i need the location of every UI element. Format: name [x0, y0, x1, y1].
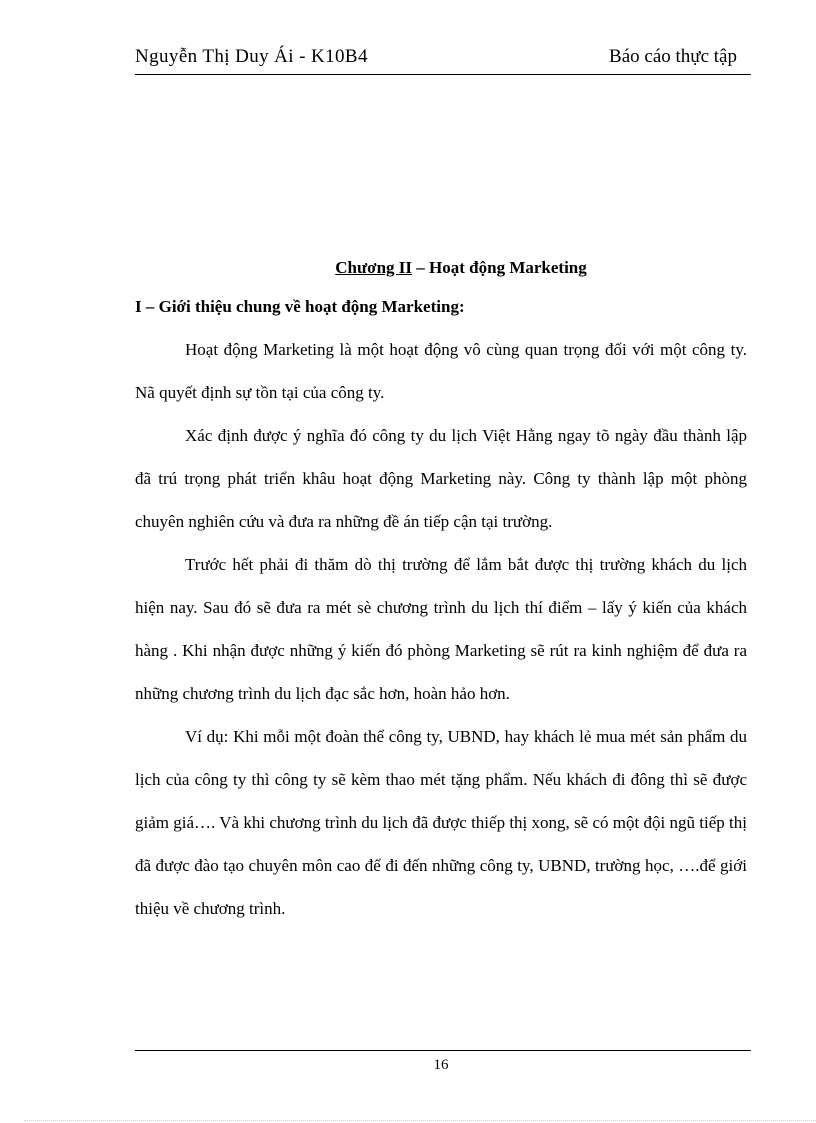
chapter-label: Chương II	[335, 258, 413, 277]
page-number: 16	[433, 1057, 449, 1073]
paragraph-3: Trước hết phải đi thăm dò thị trường để lắm bắt được thị trường khách du lịch hiện nay. Sau đó sẽ đưa ra mét sè chương trình du lịch thí điểm – lấy ý kiến của khách hàng . Khi nhận được những ý kiến đó phòng Marketing sẽ rút ra kinh nghiệm để đưa ra những chương trình du lịch đạc sắc hơn, hoàn hảo hơn.	[135, 555, 747, 703]
page-header	[135, 44, 751, 75]
document-body	[135, 250, 747, 930]
header-report-title: Báo cáo thực tập	[609, 46, 737, 67]
paragraph-4: Ví dụ: Khi mỗi một đoàn thể công ty, UBND, hay khách lẻ mua mét sản phẩm du lịch của công ty thì công ty sẽ kèm thao mét tặng phẩm. Nếu khách đi đông thì sẽ được giảm giá…. Và khi chương trình du lịch đã được thiếp thị xong, sẽ có một đội ngũ tiếp thị đã được đào tạo chuyên môn cao để đi đến những công ty, UBND, trường học, ….để giới thiệu về chương trình.	[135, 727, 747, 918]
chapter-title	[175, 250, 747, 286]
paragraph-1: Hoạt động Marketing là một hoạt động vô cùng quan trọng đối với một công ty. Nã quyết định sự tồn tại của công ty.	[135, 340, 747, 402]
page-edge-divider	[24, 1120, 816, 1121]
paragraph-2: Xác định được ý nghĩa đó công ty du lịch Việt Hằng ngay tõ ngày đầu thành lập đã trú trọng phát triển khâu hoạt động Marketing này. Công ty thành lập một phòng chuyên nghiên cứu và đưa ra những đề án tiếp cận tại trường.	[135, 426, 747, 531]
chapter-name: – Hoạt động Marketing	[412, 258, 587, 277]
footer-divider	[135, 1050, 751, 1051]
section-title: I – Giới thiệu chung về hoạt động Marketing:	[135, 297, 465, 316]
header-author: Nguyễn Thị Duy Ái - K10B4	[135, 46, 368, 67]
